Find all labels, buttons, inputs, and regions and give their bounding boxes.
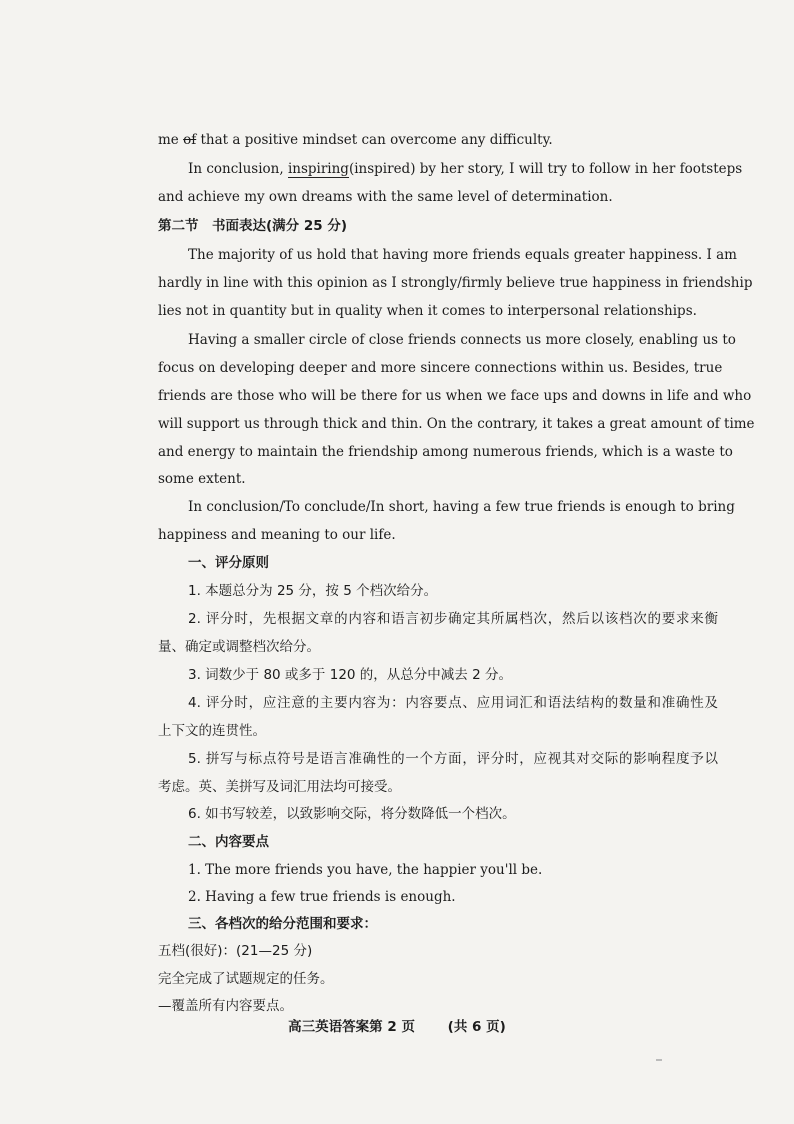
essay2-p1-line-1: The majority of us hold that having more friends equals greater happiness. I am xyxy=(188,247,737,263)
essay2-p2-line-1: Having a smaller circle of close friends connects us more closely, enabling us to xyxy=(188,332,736,348)
text-segment: (inspired) by her story, I will try to follow in her footsteps xyxy=(348,161,743,177)
section2-heading: 第二节 书面表达(满分 25 分) xyxy=(158,218,348,234)
scan-speck xyxy=(656,1059,662,1061)
scoring-rule-2: 2. 评分时，先根据文章的内容和语言初步确定其所属档次，然后以该档次的要求来衡 xyxy=(188,611,718,627)
essay2-p2-line-3: friends are those who will be there for us when we face ups and downs in life and who xyxy=(158,388,752,404)
essay2-p1-line-2: hardly in line with this opinion as I strongly/firmly believe true happiness in friendship xyxy=(158,275,753,291)
text-segment: In conclusion, xyxy=(188,161,288,177)
scoring-rule-5-cont: 考虑。英、美拼写及词汇用法均可接受。 xyxy=(158,779,401,795)
essay2-p2-line-6: some extent. xyxy=(158,471,246,487)
text-segment: that a positive mindset can overcome any difficulty. xyxy=(196,132,553,148)
scoring-rule-1: 1. 本题总分为 25 分，按 5 个档次给分。 xyxy=(188,583,438,599)
essay2-p2-line-5: and energy to maintain the friendship among numerous friends, which is a waste to xyxy=(158,444,733,460)
essay2-p1-line-3: lies not in quantity but in quality when it comes to interpersonal relationships. xyxy=(158,303,697,319)
content-point-1: 1. The more friends you have, the happier you'll be. xyxy=(188,862,543,878)
scoring-rule-4-cont: 上下文的连贯性。 xyxy=(158,723,266,739)
scoring-rule-2-cont: 量、确定或调整档次给分。 xyxy=(158,639,320,655)
page-number-label: 高三英语答案第 2 页 xyxy=(288,1019,415,1035)
essay2-p3-line-1: In conclusion/To conclude/In short, having a few true friends is enough to bring xyxy=(188,499,735,515)
scoring-rule-3: 3. 词数少于 80 或多于 120 的，从总分中减去 2 分。 xyxy=(188,667,512,683)
essay2-p2-line-2: focus on developing deeper and more sincere connections within us. Besides, true xyxy=(158,360,723,376)
scoring-rule-4: 4. 评分时，应注意的主要内容为：内容要点、应用词汇和语法结构的数量和准确性及 xyxy=(188,695,718,711)
underlined-word: inspiring xyxy=(287,161,349,177)
scoring-rule-5: 5. 拼写与标点符号是语言准确性的一个方面，评分时，应视其对交际的影响程度予以 xyxy=(188,751,718,767)
essay1-line-1 xyxy=(158,131,718,149)
text-segment: me xyxy=(158,132,184,148)
essay2-p2-line-4: will support us through thick and thin. On the contrary, it takes a great amount of time xyxy=(158,416,755,432)
grade-5-item: —覆盖所有内容要点。 xyxy=(158,998,293,1014)
content-point-2: 2. Having a few true friends is enough. xyxy=(188,889,456,905)
grade-5-range: 五档(很好)：(21—25 分) xyxy=(158,943,313,959)
essay1-line-3: and achieve my own dreams with the same level of determination. xyxy=(158,189,613,205)
page-footer xyxy=(0,1015,794,1035)
struck-word: of xyxy=(183,132,197,148)
scoring-heading-1: 一、评分原则 xyxy=(188,555,269,571)
essay2-p3-line-2: happiness and meaning to our life. xyxy=(158,527,396,543)
scoring-heading-2: 二、内容要点 xyxy=(188,834,269,850)
page-total-label: (共 6 页) xyxy=(447,1019,506,1035)
scoring-heading-3: 三、各档次的给分范围和要求： xyxy=(188,916,377,932)
essay1-line-2 xyxy=(188,160,743,178)
scoring-rule-6: 6. 如书写较差，以致影响交际，将分数降低一个档次。 xyxy=(188,806,516,822)
grade-5-description: 完全完成了试题规定的任务。 xyxy=(158,971,334,987)
